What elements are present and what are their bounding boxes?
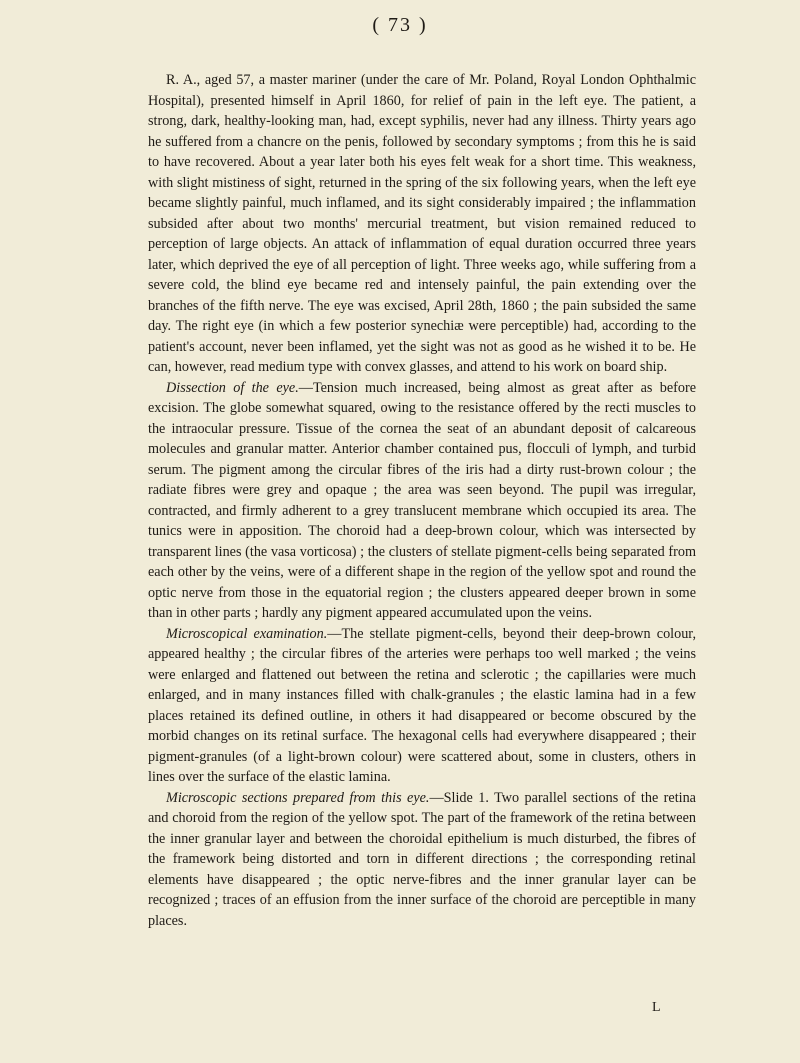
paragraph-microscopical: [148, 624, 696, 788]
signature-mark: L: [652, 1000, 661, 1015]
paragraph-sections: [148, 788, 696, 932]
page-number: ( 73 ): [372, 14, 428, 36]
paragraph-heading: Microscopic sections prepared from this eye.: [166, 789, 430, 806]
paragraph-text: —The stellate pigment-cells, beyond their deep-brown colour, appeared healthy ; the circular fibres of the arteries were perhaps too well marked ; the veins were enlarged and flattened out between the retina and sclerotic ; the capillaries were much enlarged, and in many instances filled with chalk-granules ; the elastic lamina had in a few places retained its defined outline, in others it had disappeared or become obscured by the morbid changes on its retinal surface. The hexagonal cells had everywhere disappeared ; their pigment-granules (of a light-brown colour) were scattered about, some in clusters, others in lines over the surface of the elastic lamina.: [148, 625, 697, 785]
paragraph-text: —Slide 1. Two parallel sections of the retina and choroid from the region of the yellow spot. The part of the framework of the retina between the inner granular layer and between the choroidal epithelium is much disturbed, the fibres of the framework being distorted and torn in different directions ; the corresponding retinal elements have disappeared ; the optic nerve-fibres and the inner granular layer can be recognized ; traces of an effusion from the inner surface of the choroid are perceptible in many places.: [148, 789, 696, 929]
paragraph-heading: Dissection of the eye.: [166, 379, 299, 396]
paragraph-case-history: [148, 70, 696, 378]
paragraph-dissection: [148, 378, 696, 624]
paragraph-heading: Microscopical examination.: [166, 625, 328, 642]
paragraph-text: R. A., aged 57, a master mariner (under the care of Mr. Poland, Royal London Ophthalmic Hospital), presented himself in April 1860, for relief of pain in the left eye. The patient, a strong, dark, healthy-looking man, had, except syphilis, never had any illness. Thirty years ago he suffered from a chancre on the penis, followed by secondary symptoms ; from this he is said to have recovered. About a year later both his eyes felt weak for a short time. This weakness, with slight mistiness of sight, returned in the spring of the six following years, when the left eye became slightly painful, much inflamed, and its sight considerably impaired ; the inflammation subsided after about two months' mercurial treatment, but vision remained reduced to perception of large objects. An attack of inflammation of equal duration occurred three years later, which deprived the eye of all perception of light. Three weeks ago, while suffering from a severe cold, the blind eye became red and intensely painful, the pain extending over the branches of the fifth nerve. The eye was excised, April 28th, 1860 ; the pain subsided the same day. The right eye (in which a few posterior synechiæ were perceptible) had, according to the patient's account, never been inflamed, yet the sight was not as good as he wished it to be. He can, however, read medium type with convex glasses, and attend to his work on board ship.: [148, 72, 696, 375]
paragraph-text: —Tension much increased, being almost as great after as before excision. The globe somewhat squared, owing to the resistance offered by the recti muscles to the intraocular pressure. Tissue of the cornea the seat of an abundant deposit of calcareous molecules and granular matter. Anterior chamber contained pus, flocculi of lymph, and turbid serum. The pigment among the circular fibres of the iris had a dirty rust-brown colour ; the radiate fibres were grey and opaque ; the area was seen beyond. The pupil was irregular, contracted, and firmly adherent to a grey translucent membrane which occupied its area. The tunics were in apposition. The choroid had a deep-brown colour, which was intersected by transparent lines (the vasa vorticosa) ; the clusters of stellate pigment-cells being separated from each other by the veins, were of a different shape in the region of the yellow spot and round the optic nerve from those in the equatorial region ; the clusters appeared deeper brown in some than in other parts ; hardly any pigment appeared accumulated upon the veins.: [148, 379, 697, 621]
body-text: [148, 70, 696, 931]
